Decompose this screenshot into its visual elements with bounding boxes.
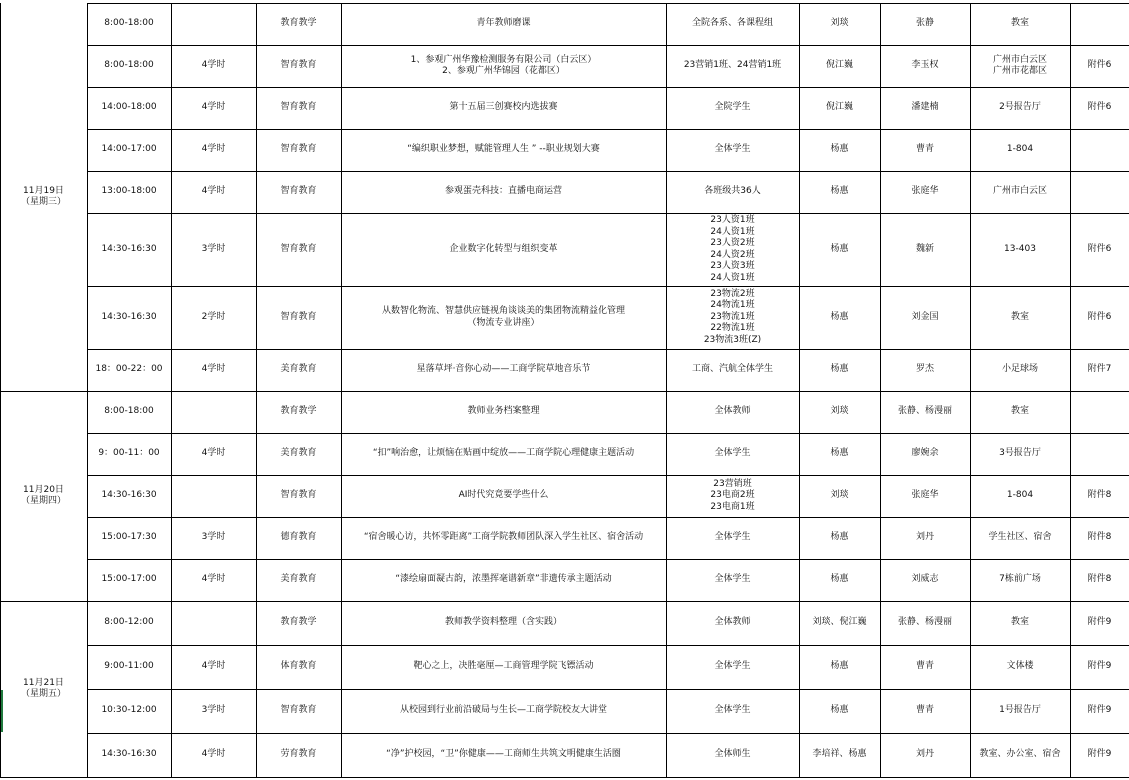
column-divider	[256, 3, 257, 777]
time-cell: 14:00-18:00	[101, 102, 157, 113]
time-cell: 13:00-18:00	[101, 186, 157, 197]
audience-cell: 工商、汽航全体学生	[691, 364, 773, 375]
hours-cell: 4学时	[201, 448, 226, 459]
category-cell: 智育教育	[280, 186, 317, 197]
lead-cell: 廖婉余	[911, 448, 939, 459]
organizer-cell: 刘琰	[830, 18, 849, 29]
organizer-cell: 杨惠	[830, 574, 849, 585]
hours-cell: 2学时	[201, 311, 226, 322]
venue-cell: 广州市白云区 广州市花都区	[992, 54, 1047, 76]
lead-cell: 张庭华	[911, 186, 939, 197]
organizer-cell: 倪江巍	[825, 60, 853, 71]
category-cell: 美育教育	[280, 574, 317, 585]
category-cell: 德育教育	[280, 532, 317, 543]
venue-cell: 教室、办公室、宿舍	[979, 749, 1061, 760]
time-cell: 8:00-18:00	[104, 60, 154, 71]
time-cell: 18：00-22：00	[95, 364, 163, 375]
audience-cell: 全体学生	[714, 705, 751, 716]
lead-cell: 张静、杨漫丽	[897, 406, 952, 417]
lead-cell: 曹青	[915, 661, 934, 672]
attachment-cell: 附件8	[1087, 532, 1112, 543]
category-cell: 劳育教育	[280, 749, 317, 760]
lead-cell: 曹青	[915, 705, 934, 716]
attachment-cell	[1070, 433, 1129, 475]
column-divider	[880, 3, 881, 777]
time-cell: 14:00-17:00	[101, 144, 157, 155]
category-cell: 智育教育	[280, 705, 317, 716]
venue-cell: 教室	[1010, 311, 1029, 322]
venue-cell: 广州市白云区	[992, 186, 1047, 197]
audience-cell: 各班级共36人	[704, 186, 761, 197]
date-cell: 11月20日 （星期四）	[20, 484, 66, 506]
lead-cell: 刘金国	[911, 311, 939, 322]
attachment-cell	[1070, 391, 1129, 433]
activity-cell: “宿舍暖心访，共怀零距离”工商学院教师团队深入学生社区、宿舍活动	[363, 532, 644, 543]
lead-cell: 曹青	[915, 144, 934, 155]
activity-cell: 青年教师磨课	[476, 18, 531, 29]
column-divider	[171, 3, 172, 777]
organizer-cell: 杨惠	[830, 705, 849, 716]
hours-cell: 4学时	[201, 749, 226, 760]
lead-cell: 张庭华	[911, 490, 939, 501]
venue-cell: 1-804	[1006, 144, 1034, 155]
category-cell: 教育教学	[280, 617, 317, 628]
attachment-cell	[1070, 171, 1129, 213]
activity-cell: “扣”响治愈，让烦恼在贴画中绽放——工商学院心理健康主题活动	[372, 448, 635, 459]
time-cell: 15:00-17:00	[101, 574, 157, 585]
venue-cell: 文体楼	[1006, 661, 1034, 672]
column-divider	[87, 3, 88, 777]
activity-cell: 第十五届三创赛校内选拔赛	[449, 102, 558, 113]
hours-cell	[171, 601, 256, 645]
hours-cell: 4学时	[201, 144, 226, 155]
organizer-cell: 刘琰	[830, 490, 849, 501]
audience-cell: 全体学生	[714, 144, 751, 155]
activity-cell: “漆绘扇面凝古韵，浓墨挥毫谱新章”非遗传承主题活动	[395, 574, 612, 585]
organizer-cell: 刘琰、倪江巍	[812, 617, 867, 628]
hours-cell: 3学时	[201, 243, 226, 254]
attachment-cell: 附件8	[1087, 574, 1112, 585]
hours-cell: 3学时	[201, 532, 226, 543]
activity-cell: 从数智化物流、智慧供应链视角谈谈美的集团物流精益化管理 （物流专业讲座）	[381, 306, 625, 328]
category-cell: 美育教育	[280, 364, 317, 375]
day-divider	[0, 777, 1129, 778]
time-cell: 9:00-11:00	[104, 661, 154, 672]
category-cell: 智育教育	[280, 243, 317, 254]
activity-cell: 星落草坪·音你心动——工商学院草地音乐节	[416, 364, 591, 375]
audience-cell: 全体师生	[714, 749, 751, 760]
attachment-cell: 附件6	[1087, 311, 1112, 322]
time-cell: 14:30-16:30	[101, 311, 157, 322]
hours-cell	[171, 475, 256, 517]
activity-cell: AI时代究竟要学些什么	[458, 490, 549, 501]
column-divider	[799, 3, 800, 777]
attachment-cell: 附件6	[1087, 60, 1112, 71]
activity-cell: 企业数字化转型与组织变革	[449, 243, 558, 254]
lead-cell: 刘丹	[915, 749, 934, 760]
time-cell: 14:30-16:30	[101, 749, 157, 760]
organizer-cell: 杨惠	[830, 144, 849, 155]
category-cell: 智育教育	[280, 60, 317, 71]
audience-cell: 23营销1班、24营销1班	[683, 60, 782, 71]
activity-cell: 1、参观广州华豫检测服务有限公司（白云区） 2、参观广州华锦园（花都区）	[410, 54, 597, 76]
audience-cell: 23人资1班 24人资1班 23人资2班 24人资2班 23人资3班 24人资1班	[710, 215, 755, 283]
attachment-cell: 附件7	[1087, 364, 1112, 375]
hours-cell: 4学时	[201, 364, 226, 375]
time-cell: 10:30-12:00	[101, 705, 157, 716]
audience-cell: 23营销班 23电商2班 23电商1班	[710, 478, 755, 512]
lead-cell: 罗杰	[915, 364, 934, 375]
hours-cell	[171, 3, 256, 45]
organizer-cell: 杨惠	[830, 243, 849, 254]
attachment-cell: 附件8	[1087, 490, 1112, 501]
lead-cell: 张静、杨漫丽	[897, 617, 952, 628]
column-divider	[341, 3, 342, 777]
hours-cell: 4学时	[201, 60, 226, 71]
audience-cell: 全院学生	[714, 102, 751, 113]
time-cell: 9：00-11：00	[98, 448, 160, 459]
category-cell: 教育教学	[280, 18, 317, 29]
category-cell: 体育教育	[280, 661, 317, 672]
attachment-cell: 附件6	[1087, 102, 1112, 113]
time-cell: 15:00-17:30	[101, 532, 157, 543]
lead-cell: 刘丹	[915, 532, 934, 543]
activity-cell: 参观蛋壳科技：直播电商运营	[444, 186, 562, 197]
activity-cell: “编织职业梦想，赋能管理人生 ” --职业规划大赛	[407, 144, 600, 155]
audience-cell: 全院各系、各课程组	[691, 18, 773, 29]
date-cell: 11月19日 （星期三）	[20, 185, 66, 207]
attachment-cell: 附件9	[1087, 705, 1112, 716]
time-cell: 8:00-12:00	[104, 617, 154, 628]
column-divider	[666, 3, 667, 777]
venue-cell: 1-804	[1006, 490, 1034, 501]
category-cell: 智育教育	[280, 311, 317, 322]
lead-cell: 李玉权	[911, 60, 939, 71]
hours-cell: 4学时	[201, 574, 226, 585]
organizer-cell: 刘琰	[830, 406, 849, 417]
audience-cell: 全体学生	[714, 532, 751, 543]
time-cell: 8:00-18:00	[104, 18, 154, 29]
organizer-cell: 杨惠	[830, 364, 849, 375]
audience-cell: 全体教师	[714, 406, 751, 417]
organizer-cell: 杨惠	[830, 311, 849, 322]
venue-cell: 教室	[1010, 617, 1029, 628]
lead-cell: 魏新	[915, 243, 934, 254]
category-cell: 智育教育	[280, 102, 317, 113]
venue-cell: 1号报告厅	[999, 705, 1041, 716]
time-cell: 14:30-16:30	[101, 243, 157, 254]
attachment-cell: 附件9	[1087, 749, 1112, 760]
hours-cell: 4学时	[201, 661, 226, 672]
attachment-cell: 附件9	[1087, 617, 1112, 628]
hours-cell: 4学时	[201, 102, 226, 113]
venue-cell: 2号报告厅	[999, 102, 1041, 113]
venue-cell: 学生社区、宿舍	[988, 532, 1052, 543]
activity-cell: 教师业务档案整理	[467, 406, 540, 417]
category-cell: 美育教育	[280, 448, 317, 459]
activity-cell: “净”护校园，“卫”你健康——工商师生共筑文明健康生活圈	[386, 749, 621, 760]
venue-cell: 13-403	[1004, 243, 1036, 254]
category-cell: 教育教学	[280, 406, 317, 417]
date-cell: 11月21日 （星期五）	[20, 677, 66, 699]
column-divider	[1070, 3, 1071, 777]
column-divider	[970, 3, 971, 777]
audience-cell: 全体学生	[714, 661, 751, 672]
venue-cell: 教室	[1010, 406, 1029, 417]
activity-cell: 从校园到行业前沿破局与生长—工商学院校友大讲堂	[399, 705, 607, 716]
time-cell: 8:00-18:00	[104, 406, 154, 417]
audience-cell: 23物流2班 24物流1班 23物流1班 22物流1班 23物流3班(Z)	[703, 288, 762, 345]
venue-cell: 小足球场	[1001, 364, 1038, 375]
attachment-cell	[1070, 129, 1129, 171]
table-top-border	[87, 3, 1129, 4]
organizer-cell: 杨惠	[830, 532, 849, 543]
column-divider	[0, 3, 1, 777]
venue-cell: 7栋前广场	[999, 574, 1041, 585]
time-cell: 14:30-16:30	[101, 490, 157, 501]
lead-cell: 张静	[915, 18, 934, 29]
category-cell: 智育教育	[280, 490, 317, 501]
organizer-cell: 杨惠	[830, 448, 849, 459]
audience-cell: 全体学生	[714, 574, 751, 585]
lead-cell: 潘建楠	[911, 102, 939, 113]
activity-cell: 教师教学资料整理（含实践）	[444, 617, 562, 628]
category-cell: 智育教育	[280, 144, 317, 155]
venue-cell: 3号报告厅	[999, 448, 1041, 459]
lead-cell: 刘威志	[911, 574, 939, 585]
activity-cell: 靶心之上，决胜毫厘—工商管理学院飞镖活动	[413, 661, 594, 672]
hours-cell	[171, 391, 256, 433]
audience-cell: 全体学生	[714, 448, 751, 459]
attachment-cell: 附件6	[1087, 243, 1112, 254]
organizer-cell: 李培祥、杨惠	[812, 749, 867, 760]
hours-cell: 3学时	[201, 705, 226, 716]
hours-cell: 4学时	[201, 186, 226, 197]
attachment-cell	[1070, 3, 1129, 45]
venue-cell: 教室	[1010, 18, 1029, 29]
organizer-cell: 杨惠	[830, 661, 849, 672]
attachment-cell: 附件9	[1087, 661, 1112, 672]
organizer-cell: 杨惠	[830, 186, 849, 197]
organizer-cell: 倪江巍	[825, 102, 853, 113]
audience-cell: 全体教师	[714, 617, 751, 628]
